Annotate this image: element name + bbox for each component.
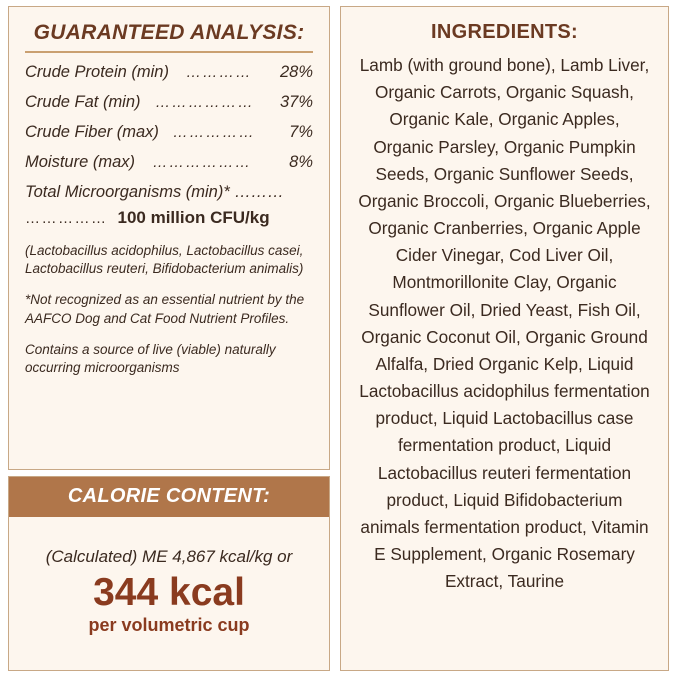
leader-dots: …………… bbox=[25, 210, 108, 227]
calorie-content-body bbox=[9, 517, 329, 670]
nutrient-label: Moisture (max) bbox=[25, 153, 136, 171]
microorganisms-value-row bbox=[25, 208, 313, 228]
microorganisms-label: Total Microorganisms (min)* ……… bbox=[25, 183, 284, 201]
calorie-content-panel bbox=[8, 476, 330, 671]
table-row bbox=[25, 63, 313, 82]
nutrient-label: Crude Fat (min) bbox=[25, 93, 141, 111]
ingredients-title: INGREDIENTS: bbox=[431, 21, 578, 43]
leader-dots: ……………… bbox=[155, 94, 255, 111]
aafco-note: *Not recognized as an essential nutrient by the AAFCO Dog and Cat Food Nutrient Profiles. bbox=[25, 292, 305, 326]
live-microorganisms-note: Contains a source of live (viable) naturally occurring microorganisms bbox=[25, 341, 276, 376]
calorie-big-value: 344 kcal bbox=[93, 570, 245, 614]
microorganisms-value: 100 million CFU/kg bbox=[117, 208, 270, 227]
leader-dots: ……………… bbox=[152, 154, 252, 171]
right-column bbox=[340, 6, 669, 671]
ingredients-text: Lamb (with ground bone), Lamb Liver, Organic Carrots, Organic Squash, Organic Kale, Organic Apples, Organic Parsley, Organic Pumpkin Seeds, Organic Sunflower Seeds, Organic Broccoli, Organic Blueberries, Organic Cranberries, Organic Apple Cider Vinegar, Cod Liver Oil, Montmorillonite Clay, Organic Sunflower Oil, Dried Yeast, Fish Oil, Organic Coconut Oil, Organic Ground Alfalfa, Dried Organic Kelp, Liquid Lactobacillus acidophilus fermentation product, Liquid Lactobacillus case fermentation product, Liquid Lactobacillus reuteri fermentation product, Liquid Bifidobacterium animals fermentation product, Vitamin E Supplement, Organic Rosemary Extract, Taurine bbox=[358, 55, 651, 592]
left-column bbox=[8, 6, 330, 671]
leader-dots: …………… bbox=[172, 124, 256, 141]
calorie-unit-line: per volumetric cup bbox=[88, 615, 250, 636]
guaranteed-analysis-panel bbox=[8, 6, 330, 470]
guaranteed-analysis-title: GUARANTEED ANALYSIS: bbox=[33, 21, 305, 44]
calorie-content-title: CALORIE CONTENT: bbox=[9, 477, 329, 517]
table-row bbox=[25, 153, 313, 172]
nutrient-label: Crude Protein (min) bbox=[25, 63, 169, 81]
calorie-calculated-line: (Calculated) ME 4,867 kcal/kg or bbox=[45, 546, 293, 566]
nutrient-value: 8% bbox=[289, 153, 313, 171]
ingredients-panel bbox=[340, 6, 669, 671]
nutrient-label: Crude Fiber (max) bbox=[25, 123, 159, 141]
nutrient-value: 28% bbox=[279, 63, 313, 81]
guaranteed-analysis-rows bbox=[25, 63, 313, 228]
guaranteed-analysis-divider bbox=[25, 51, 313, 53]
nutrient-value: 7% bbox=[289, 123, 313, 141]
nutrient-value: 37% bbox=[279, 93, 313, 111]
table-row bbox=[25, 123, 313, 142]
table-row bbox=[25, 93, 313, 112]
leader-dots: ………… bbox=[185, 64, 252, 81]
strains-note: (Lactobacillus acidophilus, Lactobacillus casei, Lactobacillus reuteri, Bifidobacterium animalis) bbox=[25, 243, 304, 277]
